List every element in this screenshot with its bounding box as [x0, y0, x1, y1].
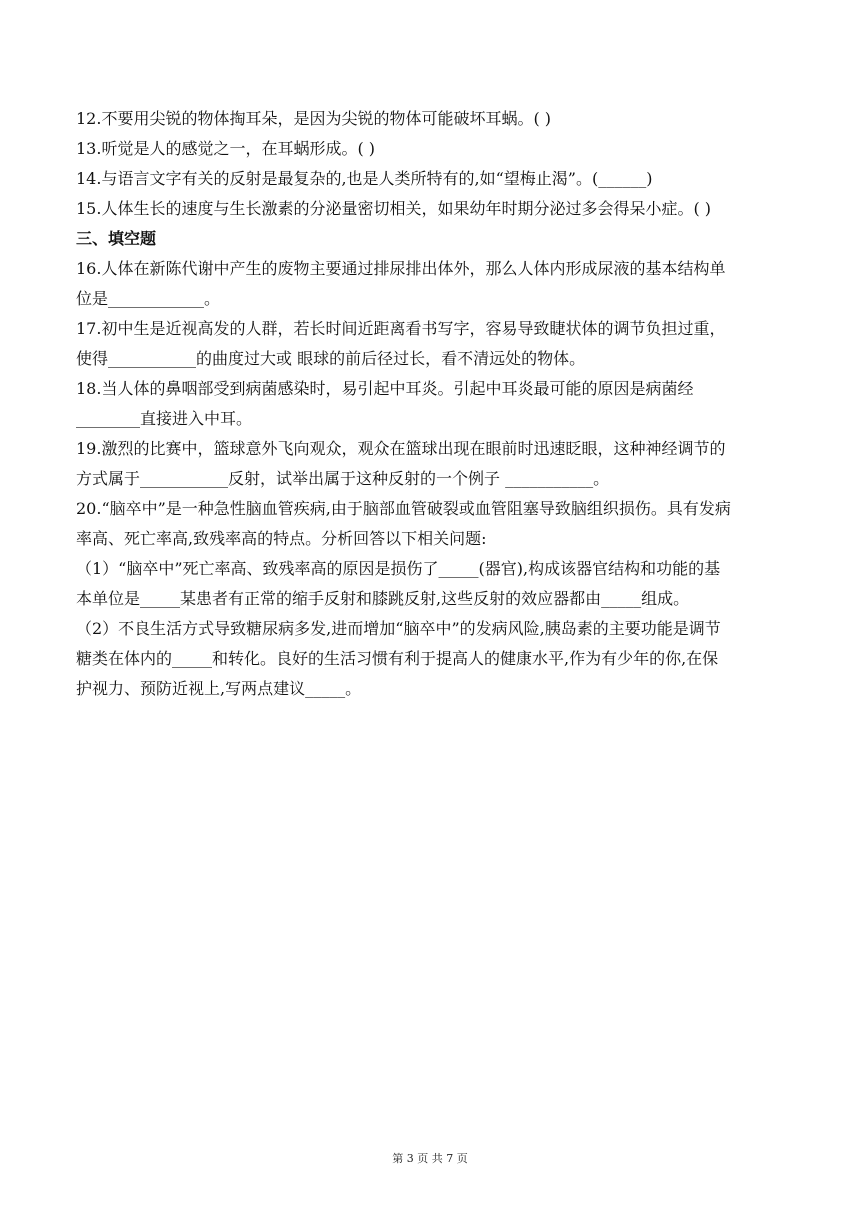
question-20-part-2-line-1: （2）不良生活方式导致糖尿病多发,进而增加“脑卒中”的发病风险,胰岛素的主要功能是调节 [76, 619, 721, 638]
question-18-line-2: ________直接进入中耳。 [76, 409, 253, 428]
question-17-line-1: 17.初中生是近视高发的人群，若长时间近距离看书写字，容易导致睫状体的调节负担过重， [76, 319, 726, 338]
page-number-footer: 第 3 页 共 7 页 [392, 1152, 468, 1165]
question-20-line-2: 率高、死亡率高,致残率高的特点。分析回答以下相关问题: [76, 529, 487, 548]
question-18-line-1: 18.当人体的鼻咽部受到病菌感染时，易引起中耳炎。引起中耳炎最可能的原因是病菌经 [76, 379, 694, 398]
question-14: 14.与语言文字有关的反射是最复杂的,也是人类所特有的,如“望梅止渴”。(______) [76, 169, 653, 188]
question-20-part-2-line-3: 护视力、预防近视上,写两点建议_____。 [76, 679, 362, 698]
section-title-fill-in: 三、填空题 [76, 229, 157, 248]
question-13: 13.听觉是人的感觉之一，在耳蜗形成。( ) [76, 139, 376, 158]
question-12: 12.不要用尖锐的物体掏耳朵，是因为尖锐的物体可能破坏耳蜗。( ) [76, 109, 552, 128]
question-16-line-1: 16.人体在新陈代谢中产生的废物主要通过排尿排出体外，那么人体内形成尿液的基本结构单 [76, 259, 726, 278]
question-16-line-2: 位是____________。 [76, 289, 221, 308]
question-15: 15.人体生长的速度与生长激素的分泌量密切相关，如果幼年时期分泌过多会得呆小症。( ) [76, 199, 712, 218]
question-20-part-2-line-2: 糖类在体内的_____和转化。良好的生活习惯有利于提高人的健康水平,作为有少年的你,在保 [76, 649, 719, 668]
question-20-line-1: 20.“脑卒中”是一种急性脑血管疾病,由于脑部血管破裂或血管阻塞导致脑组织损伤。具有发病 [76, 499, 731, 518]
question-17-line-2: 使得___________的曲度过大或 眼球的前后径过长，看不清远处的物体。 [76, 349, 586, 368]
question-19-line-2: 方式属于___________反射，试举出属于这种反射的一个例子 ___________。 [76, 469, 610, 488]
question-19-line-1: 19.激烈的比赛中，篮球意外飞向观众，观众在篮球出现在眼前时迅速眨眼，这种神经调节的 [76, 439, 726, 458]
question-20-part-1-line-1: （1）“脑卒中”死亡率高、致残率高的原因是损伤了_____(器官),构成该器官结构和功能的基 [76, 559, 721, 578]
question-20-part-1-line-2: 本单位是_____某患者有正常的缩手反射和膝跳反射,这些反射的效应器都由_____组成。 [76, 589, 690, 608]
document-content [76, 104, 786, 704]
